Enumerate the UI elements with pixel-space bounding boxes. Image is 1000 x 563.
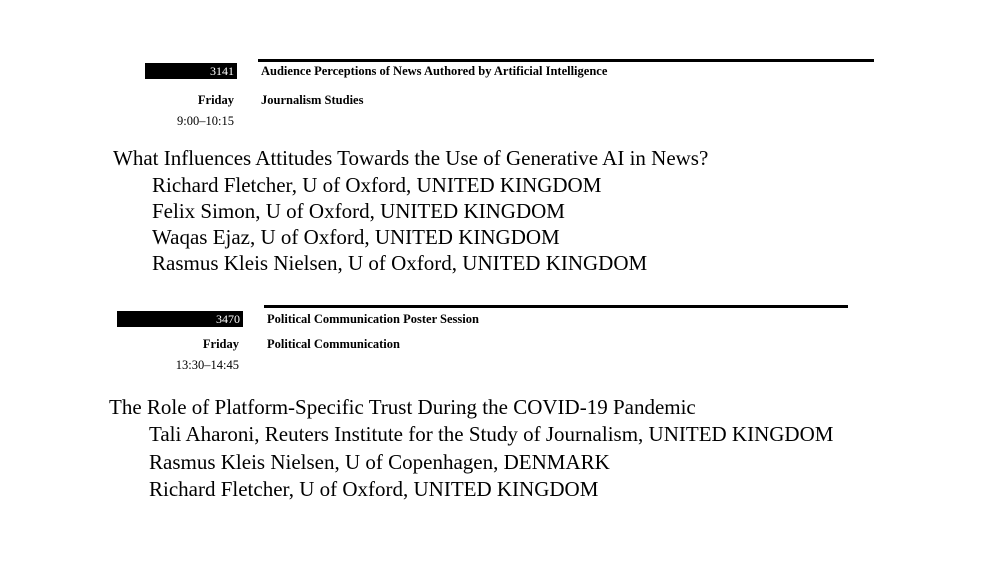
author-line: Felix Simon, U of Oxford, UNITED KINGDOM [152, 199, 565, 223]
session-title: Political Communication Poster Session [267, 312, 479, 326]
author-line: Waqas Ejaz, U of Oxford, UNITED KINGDOM [152, 225, 560, 249]
author-line: Tali Aharoni, Reuters Institute for the Study of Journalism, UNITED KINGDOM [149, 422, 834, 446]
author-line: Richard Fletcher, U of Oxford, UNITED KINGDOM [152, 173, 602, 197]
session-division: Political Communication [267, 337, 400, 351]
session-rule [264, 305, 848, 308]
session-time: 9:00–10:15 [177, 114, 234, 128]
paper-title: What Influences Attitudes Towards the Use of Generative AI in News? [113, 146, 709, 170]
session-day: Friday [202, 337, 239, 351]
session-id-badge: 3141 [145, 63, 237, 79]
session-time: 13:30–14:45 [175, 358, 239, 372]
author-line: Richard Fletcher, U of Oxford, UNITED KINGDOM [149, 477, 599, 501]
session-division: Journalism Studies [261, 93, 364, 107]
session-day: Friday [197, 93, 234, 107]
author-line: Rasmus Kleis Nielsen, U of Oxford, UNITED KINGDOM [152, 251, 648, 275]
session-id-badge: 3470 [117, 311, 243, 327]
session-rule [258, 59, 874, 62]
session-title: Audience Perceptions of News Authored by Artificial Intelligence [261, 64, 608, 78]
author-line: Rasmus Kleis Nielsen, U of Copenhagen, DENMARK [149, 450, 610, 474]
paper-title: The Role of Platform-Specific Trust During the COVID-19 Pandemic [109, 395, 696, 419]
